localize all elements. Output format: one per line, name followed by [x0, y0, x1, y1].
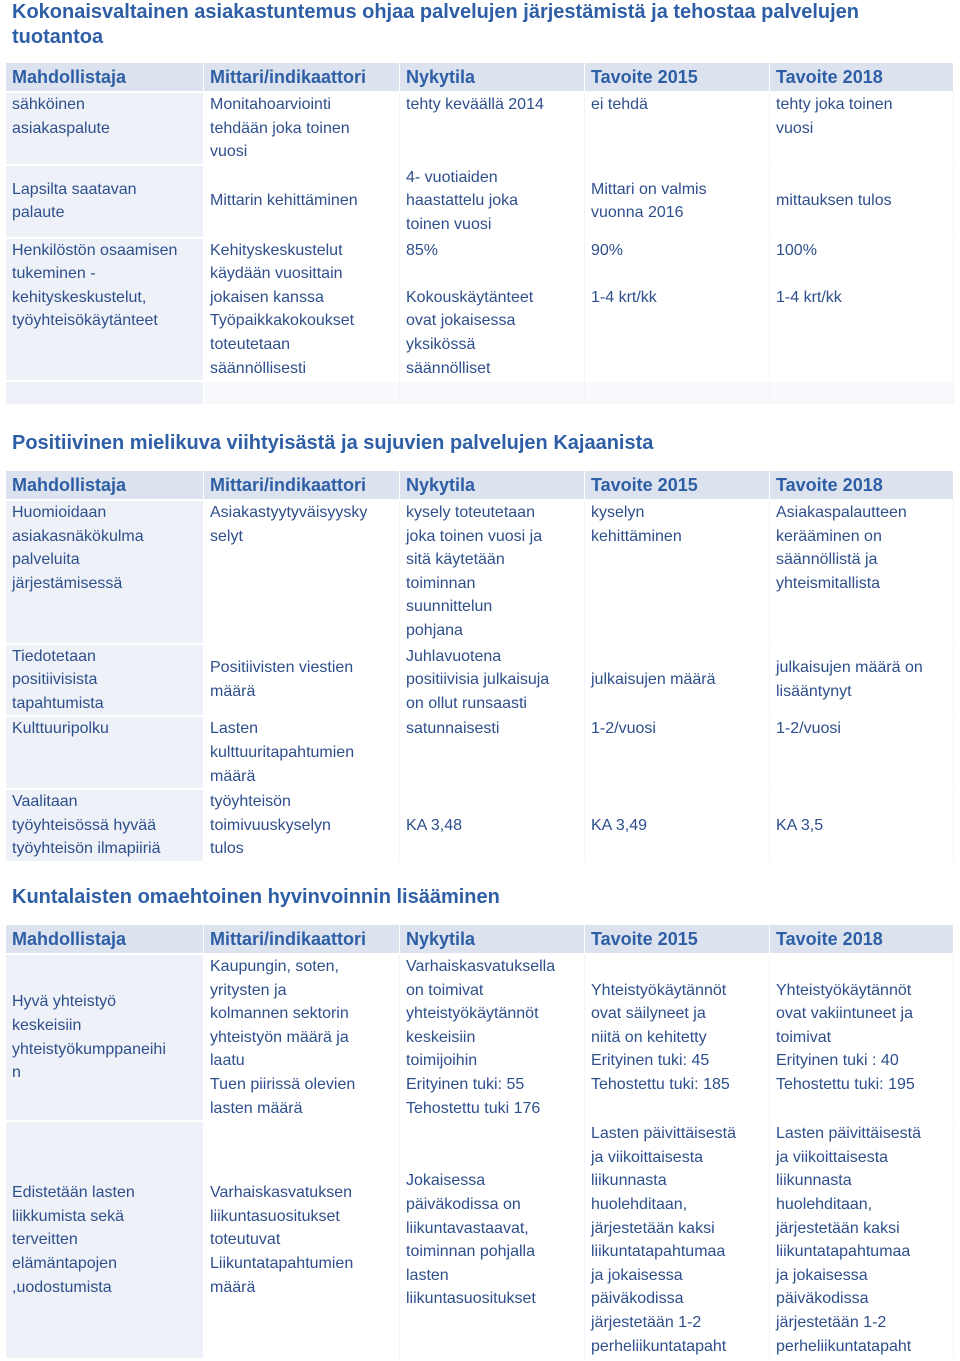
- section-1-table: [6, 63, 954, 404]
- section-2-title: Positiivinen mielikuva viihtyisästä ja sujuvien palvelujen Kajaanista: [12, 432, 654, 454]
- table-row: [6, 643, 954, 716]
- cell-text-line: Erityinen tuki: 55: [406, 1075, 525, 1093]
- cell-nykytila: [400, 788, 585, 861]
- cell-text-line: pohjana: [406, 621, 463, 639]
- cell-text-line: vuonna 2016: [591, 204, 684, 222]
- cell-text-line: Työpaikkakokoukset: [210, 312, 355, 330]
- cell-text-line: työyhteisön ilmapiiriä: [12, 840, 161, 858]
- cell-text-line: liikuntasuositukset: [210, 1207, 340, 1225]
- cell-text-line: terveitten: [12, 1231, 78, 1249]
- column-header-nykytila: Nykytila: [400, 471, 585, 499]
- cell-tavoite2018: [770, 953, 954, 1120]
- cell-text-line: työyhteisökäytänteet: [12, 312, 158, 330]
- cell-tavoite2015: [585, 1120, 770, 1358]
- cell-mittari: [204, 237, 400, 381]
- cell-text-line: toteutetaan: [210, 335, 291, 353]
- cell-text-line: tehty keväällä 2014: [406, 96, 544, 113]
- cell-text-line: Liikuntatapahtumien: [210, 1254, 354, 1272]
- cell-text-line: tehdään joka toinen: [210, 119, 350, 137]
- cell-text-line: positiivisia julkaisuja: [406, 671, 550, 689]
- cell-text-line: Varhaiskasvatuksella: [406, 958, 556, 975]
- cell-text-line: määrä: [210, 1278, 256, 1296]
- cell-tavoite2018: [770, 643, 954, 716]
- cell-mahdollistaja: [6, 715, 204, 788]
- cell-text-line: Lapsilta saatavan: [12, 180, 137, 198]
- blank-line: [406, 262, 578, 286]
- cell-nykytila: [400, 715, 585, 788]
- column-header-nykytila: Nykytila: [400, 63, 585, 91]
- cell-text-line: sitä käytetään: [406, 551, 505, 569]
- section-1-title: [12, 0, 859, 50]
- cell-text-line: liikuntasuositukset: [406, 1290, 536, 1308]
- cell-text-line: säännöllistä ja: [776, 551, 878, 569]
- column-header-tavoite2018: Tavoite 2018: [770, 471, 954, 499]
- cell-text-line: liikuntatapahtumaa: [591, 1243, 726, 1261]
- cell-tavoite2018: [770, 164, 954, 237]
- cell-text-line: julkaisujen määrä on: [776, 659, 923, 677]
- cell-mahdollistaja: [6, 91, 204, 164]
- cell-text-line: kysely toteutetaan: [406, 504, 535, 521]
- blank-line: [591, 262, 763, 286]
- cell-tavoite2015: [585, 788, 770, 861]
- cell-nykytila: [400, 499, 585, 643]
- column-header-mittari: Mittari/indikaattori: [204, 63, 400, 91]
- cell-text-line: ,uodostumista: [12, 1278, 112, 1296]
- cell-text-line: päiväkodissa: [776, 1290, 869, 1308]
- cell-text-line: perheliikuntatapaht: [591, 1337, 727, 1355]
- cell-text-line: Tehostettu tuki 176: [406, 1099, 541, 1117]
- cell-text-line: KA 3,5: [776, 816, 824, 834]
- cell-text-line: Kokouskäytänteet: [406, 288, 534, 306]
- cell-text-line: liikkumista sekä: [12, 1207, 125, 1225]
- cell-text-line: Jokaisessa: [406, 1172, 486, 1190]
- cell-text-line: toimijoihin: [406, 1052, 478, 1070]
- cell-mittari: [204, 788, 400, 861]
- cell-text-line: 1-2/vuosi: [776, 720, 841, 738]
- cell-text-line: joka toinen vuosi ja: [406, 527, 543, 545]
- cell-text-line: määrä: [210, 682, 256, 700]
- cell-text-line: jokaisen kanssa: [210, 288, 324, 306]
- cell-text-line: 4- vuotiaiden: [406, 168, 498, 186]
- section-1-title-line-1: Kokonaisvaltainen asiakastuntemus ohjaa palvelujen järjestämistä ja tehostaa palvelujen: [12, 1, 859, 23]
- cell-text-line: vuosi: [776, 119, 814, 137]
- cell-text-line: ja jokaisessa: [776, 1266, 868, 1284]
- cell-tavoite2018: [770, 91, 954, 164]
- cell-text-line: Kulttuuripolku: [12, 720, 109, 738]
- cell-text-line: keskeisiin: [12, 1016, 82, 1034]
- cell-text-line: suunnittelun: [406, 598, 493, 616]
- cell-text-line: toimivuuskyselyn: [210, 816, 331, 834]
- cell-mittari: [204, 499, 400, 643]
- cell-tavoite2015: [585, 499, 770, 643]
- cell-text-line: Tehostettu tuki: 195: [776, 1075, 915, 1093]
- section-2-header-row: [6, 471, 954, 499]
- table-row: [6, 1120, 954, 1358]
- table-row: [6, 715, 954, 788]
- cell-text-line: kehittäminen: [591, 527, 682, 545]
- cell-mahdollistaja: [6, 643, 204, 716]
- spacer-cell: [585, 380, 770, 404]
- cell-text-line: Mittarin kehittäminen: [210, 192, 358, 210]
- cell-nykytila: [400, 953, 585, 1120]
- cell-text-line: tehty joka toinen: [776, 96, 893, 113]
- cell-text-line: lisääntynyt: [776, 682, 852, 700]
- cell-text-line: mittauksen tulos: [776, 192, 892, 210]
- column-header-tavoite2015: Tavoite 2015: [585, 471, 770, 499]
- cell-tavoite2018: [770, 237, 954, 381]
- cell-text-line: toiminnan: [406, 574, 476, 592]
- cell-mittari: [204, 91, 400, 164]
- cell-nykytila: [400, 643, 585, 716]
- cell-tavoite2018: [770, 499, 954, 643]
- cell-text-line: huolehditaan,: [776, 1195, 873, 1213]
- column-header-tavoite2015: Tavoite 2015: [585, 63, 770, 91]
- table-row: [6, 499, 954, 643]
- cell-mahdollistaja: [6, 788, 204, 861]
- column-header-tavoite2018: Tavoite 2018: [770, 63, 954, 91]
- cell-text-line: järjestetään 1-2: [591, 1313, 702, 1331]
- cell-text-line: toteutuvat: [210, 1231, 281, 1249]
- cell-text-line: elämäntapojen: [12, 1254, 117, 1272]
- column-header-mahdollistaja: Mahdollistaja: [6, 63, 204, 91]
- cell-mahdollistaja: [6, 499, 204, 643]
- cell-text-line: Varhaiskasvatuksen: [210, 1184, 352, 1202]
- cell-text-line: toinen vuosi: [406, 215, 492, 233]
- cell-text-line: ei tehdä: [591, 96, 648, 113]
- cell-mittari: [204, 164, 400, 237]
- cell-text-line: Lasten: [210, 720, 259, 738]
- section-3-table: [6, 925, 954, 1358]
- section-3-header-row: [6, 925, 954, 953]
- cell-tavoite2015: [585, 643, 770, 716]
- cell-text-line: päiväkodissa on: [406, 1195, 521, 1213]
- spacer-cell: [400, 380, 585, 404]
- column-header-tavoite2018: Tavoite 2018: [770, 925, 954, 953]
- table-row: [6, 788, 954, 861]
- cell-text-line: Tiedotetaan: [12, 647, 96, 665]
- table-row: [6, 91, 954, 164]
- cell-text-line: ja jokaisessa: [591, 1266, 683, 1284]
- cell-text-line: Lasten päivittäisestä: [591, 1125, 736, 1143]
- cell-text-line: ovat jokaisessa: [406, 312, 516, 330]
- cell-nykytila: [400, 1120, 585, 1358]
- cell-tavoite2015: [585, 91, 770, 164]
- cell-text-line: tukeminen -: [12, 265, 96, 283]
- cell-text-line: tulos: [210, 840, 244, 858]
- cell-text-line: tapahtumista: [12, 694, 104, 712]
- section-1-title-line-2: tuotantoa: [12, 26, 104, 48]
- cell-text-line: Yhteistyökäytännöt: [776, 981, 912, 999]
- cell-text-line: Hyvä yhteistyö: [12, 993, 117, 1011]
- cell-text-line: n: [12, 1064, 21, 1082]
- column-header-mittari: Mittari/indikaattori: [204, 925, 400, 953]
- cell-text-line: ovat vakiintuneet ja: [776, 1005, 913, 1023]
- cell-text-line: yritysten ja: [210, 981, 287, 999]
- cell-text-line: järjestämisessä: [12, 574, 123, 592]
- cell-mittari: [204, 1120, 400, 1358]
- cell-text-line: järjestetään kaksi: [591, 1219, 715, 1237]
- cell-text-line: Mittari on valmis: [591, 180, 707, 198]
- section-3-title: Kuntalaisten omaehtoinen hyvinvoinnin lisääminen: [12, 886, 500, 908]
- cell-text-line: 90%: [591, 241, 624, 259]
- cell-text-line: Edistetään lasten: [12, 1184, 135, 1202]
- blank-line: [776, 262, 947, 286]
- cell-text-line: yhteistyökumppaneihi: [12, 1040, 166, 1058]
- cell-text-line: KA 3,48: [406, 816, 463, 834]
- cell-tavoite2018: [770, 1120, 954, 1358]
- cell-tavoite2015: [585, 953, 770, 1120]
- cell-text-line: Lasten päivittäisestä: [776, 1125, 921, 1143]
- cell-text-line: niitä on kehitetty: [591, 1028, 707, 1046]
- cell-mittari: [204, 715, 400, 788]
- spacer-row: [6, 380, 954, 404]
- spacer-cell: [6, 380, 204, 404]
- cell-text-line: käydään vuosittain: [210, 265, 343, 283]
- cell-text-line: määrä: [210, 767, 256, 785]
- cell-mahdollistaja: [6, 953, 204, 1120]
- cell-text-line: positiivisista: [12, 671, 98, 689]
- cell-text-line: ovat säilyneet ja: [591, 1005, 706, 1023]
- cell-text-line: palaute: [12, 204, 65, 222]
- cell-text-line: Monitahoarviointi: [210, 96, 331, 113]
- cell-text-line: Vaalitaan: [12, 793, 78, 811]
- cell-text-line: vuosi: [210, 143, 248, 161]
- cell-text-line: järjestetään kaksi: [776, 1219, 900, 1237]
- table-row: [6, 953, 954, 1120]
- cell-text-line: Kaupungin, soten,: [210, 958, 339, 975]
- cell-text-line: ja viikoittaisesta: [591, 1148, 704, 1166]
- cell-text-line: järjestetään 1-2: [776, 1313, 887, 1331]
- cell-text-line: kerääminen on: [776, 527, 882, 545]
- cell-text-line: yhteistyön määrä ja: [210, 1028, 349, 1046]
- section-1-header-row: [6, 63, 954, 91]
- cell-text-line: asiakasnäkökulma: [12, 527, 144, 545]
- cell-text-line: sähköinen: [12, 96, 85, 113]
- cell-text-line: Henkilöstön osaamisen: [12, 241, 178, 259]
- cell-mahdollistaja: [6, 164, 204, 237]
- cell-text-line: Erityinen tuki: 45: [591, 1052, 710, 1070]
- spacer-cell: [770, 380, 954, 404]
- cell-text-line: liikuntavastaavat,: [406, 1219, 529, 1237]
- cell-text-line: perheliikuntatapaht: [776, 1337, 912, 1355]
- cell-text-line: satunnaisesti: [406, 720, 500, 738]
- cell-mittari: [204, 643, 400, 716]
- cell-text-line: Huomioidaan: [12, 504, 107, 521]
- column-header-mahdollistaja: Mahdollistaja: [6, 471, 204, 499]
- cell-text-line: Kehityskeskustelut: [210, 241, 343, 259]
- cell-text-line: toiminnan pohjalla: [406, 1243, 535, 1261]
- cell-text-line: Juhlavuotena: [406, 647, 502, 665]
- cell-text-line: huolehditaan,: [591, 1195, 688, 1213]
- cell-text-line: asiakaspalute: [12, 119, 110, 137]
- section-2-table: [6, 471, 954, 861]
- cell-text-line: julkaisujen määrä: [591, 671, 716, 689]
- cell-text-line: laatu: [210, 1052, 245, 1070]
- cell-text-line: kyselyn: [591, 504, 645, 521]
- cell-text-line: lasten: [406, 1266, 449, 1284]
- cell-text-line: päiväkodissa: [591, 1290, 684, 1308]
- column-header-mahdollistaja: Mahdollistaja: [6, 925, 204, 953]
- column-header-mittari: Mittari/indikaattori: [204, 471, 400, 499]
- cell-text-line: palveluita: [12, 551, 80, 569]
- cell-text-line: liikuntatapahtumaa: [776, 1243, 911, 1261]
- cell-text-line: on toimivat: [406, 981, 484, 999]
- cell-text-line: yhteistyökäytännöt: [406, 1005, 539, 1023]
- cell-text-line: Erityinen tuki : 40: [776, 1052, 899, 1070]
- table-row: [6, 164, 954, 237]
- cell-text-line: yksikössä: [406, 335, 476, 353]
- cell-text-line: Tuen piirissä olevien: [210, 1075, 356, 1093]
- cell-tavoite2015: [585, 715, 770, 788]
- cell-text-line: säännöllisesti: [210, 359, 307, 377]
- cell-text-line: kolmannen sektorin: [210, 1005, 349, 1023]
- cell-nykytila: [400, 91, 585, 164]
- cell-text-line: 1-4 krt/kk: [776, 288, 842, 306]
- cell-text-line: on ollut runsaasti: [406, 694, 527, 712]
- cell-text-line: ja viikoittaisesta: [776, 1148, 889, 1166]
- cell-text-line: Tehostettu tuki: 185: [591, 1075, 730, 1093]
- cell-text-line: Asiakastyytyväisyysky: [210, 504, 368, 521]
- cell-text-line: kehityskeskustelut,: [12, 288, 147, 306]
- cell-mahdollistaja: [6, 1120, 204, 1358]
- cell-tavoite2015: [585, 237, 770, 381]
- cell-text-line: 100%: [776, 241, 817, 259]
- cell-text-line: Yhteistyökäytännöt: [591, 981, 727, 999]
- cell-text-line: liikunnasta: [776, 1172, 852, 1190]
- cell-mahdollistaja: [6, 237, 204, 381]
- spacer-cell: [204, 380, 400, 404]
- cell-text-line: kulttuuritapahtumien: [210, 743, 355, 761]
- cell-text-line: 1-2/vuosi: [591, 720, 656, 738]
- cell-text-line: selyt: [210, 527, 243, 545]
- cell-text-line: haastattelu joka: [406, 192, 519, 210]
- cell-text-line: työyhteisössä hyvää: [12, 816, 157, 834]
- cell-nykytila: [400, 164, 585, 237]
- cell-text-line: työyhteisön: [210, 793, 291, 811]
- column-header-nykytila: Nykytila: [400, 925, 585, 953]
- cell-tavoite2015: [585, 164, 770, 237]
- cell-text-line: yhteismitallista: [776, 574, 881, 592]
- cell-mittari: [204, 953, 400, 1120]
- cell-text-line: Positiivisten viestien: [210, 659, 354, 677]
- cell-text-line: toimivat: [776, 1028, 832, 1046]
- cell-text-line: 85%: [406, 241, 439, 259]
- cell-nykytila: [400, 237, 585, 381]
- cell-text-line: lasten määrä: [210, 1099, 303, 1117]
- table-row: [6, 237, 954, 381]
- cell-text-line: KA 3,49: [591, 816, 648, 834]
- cell-text-line: 1-4 krt/kk: [591, 288, 657, 306]
- column-header-tavoite2015: Tavoite 2015: [585, 925, 770, 953]
- cell-tavoite2018: [770, 715, 954, 788]
- cell-text-line: liikunnasta: [591, 1172, 667, 1190]
- cell-text-line: Asiakaspalautteen: [776, 504, 907, 521]
- cell-text-line: säännölliset: [406, 359, 491, 377]
- cell-tavoite2018: [770, 788, 954, 861]
- cell-text-line: keskeisiin: [406, 1028, 476, 1046]
